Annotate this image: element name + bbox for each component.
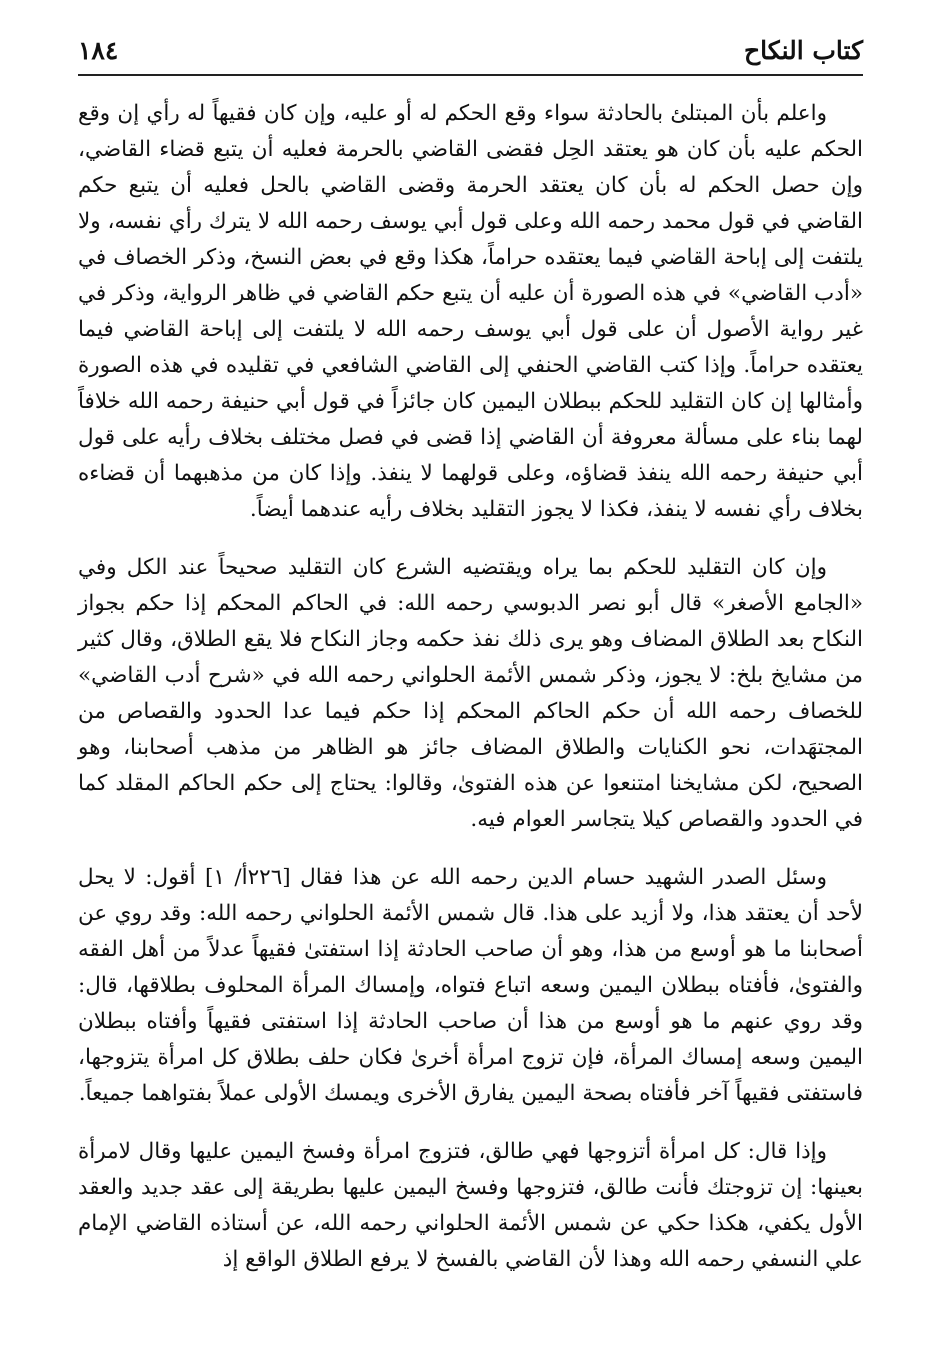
paragraph: وسئل الصدر الشهيد حسام الدين رحمه الله عن هذا فقال [٢٢٦أ/ ١] أقول: لا يحل لأحد أن يعتقد هذا، ولا أزيد على هذا. قال شمس الأئمة الحلواني رحمه الله: وقد روي عن أصحابنا ما هو أوسع من هذا، وهو أن صاحب الحادثة إذا استفتىٰ فقيهاً عدلاً من أهل الفقه والفتوىٰ، فأفتاه ببطلان اليمين وسعه اتباع فتواه، وإمساك المرأة المحلوف بطلاقها، قال: وقد روي عنهم ما هو أوسع من هذا أن صاحب الحادثة إذا استفتى فقيهاً وأفتاه ببطلان اليمين وسعه إمساك المرأة، فإن تزوج امرأة أخرىٰ فكان حلف بطلاق كل امرأة يتزوجها، فاستفتى فقيهاً آخر فأفتاه بصحة اليمين يفارق الأخرى ويمسك الأولى عملاً بفتواهما جميعاً. <box>78 865 863 1106</box>
page-header <box>78 30 863 76</box>
paragraph: واعلم بأن المبتلئ بالحادثة سواء وقع الحكم له أو عليه، وإن كان فقيهاً له رأي إن وقع الحكم عليه بأن كان هو يعتقد الحِل فقضى القاضي بالحرمة فعليه أن يتبع قضاء القاضي، وإن حصل الحكم له بأن كان يعتقد الحرمة وقضى القاضي بالحل فعليه أن يتبع حكم القاضي في قول محمد رحمه الله وعلى قول أبي يوسف رحمه الله لا يترك رأي نفسه، ولا يلتفت إلى إباحة القاضي فيما يعتقده حراماً، هكذا وقع في بعض النسخ، وذكر الخصاف في «أدب القاضي» في هذه الصورة أن عليه أن يتبع حكم القاضي في ظاهر الرواية، وذكر في غير رواية الأصول أن على قول أبي يوسف رحمه الله لا يلتفت إلى إباحة القاضي فيما يعتقده حراماً. وإذا كتب القاضي الحنفي إلى القاضي الشافعي في تقليده في هذه الصورة وأمثالها إن كان التقليد للحكم ببطلان اليمين كان جائزاً في قول أبي حنيفة رحمه الله خلافاً لهما بناء على مسألة معروفة أن القاضي إذا قضى في فصل مختلف بخلاف رأيه على قول أبي حنيفة رحمه الله ينفذ قضاؤه، وعلى قولهما لا ينفذ. وإذا كان من مذهبهما أن قضاءه بخلاف رأي نفسه لا ينفذ، فكذا لا يجوز التقليد بخلاف رأيه عندهما أيضاً. <box>78 101 863 522</box>
chapter-title: كتاب النكاح <box>744 36 863 65</box>
paragraph: وإن كان التقليد للحكم بما يراه ويقتضيه الشرع كان التقليد صحيحاً عند الكل وفي «الجامع الأصغر» قال أبو نصر الدبوسي رحمه الله: في الحاكم المحكم إذا حكم بجواز النكاح بعد الطلاق المضاف وهو يرى ذلك نفذ حكمه وجاز النكاح فلا يقع الطلاق، وقال كثير من مشايخ بلخ: لا يجوز، وذكر شمس الأئمة الحلواني رحمه الله في «شرح أدب القاضي» للخصاف رحمه الله أن حكم الحاكم المحكم إذا حكم فيما عدا الحدود والقصاص من المجتهَدات، نحو الكنايات والطلاق المضاف جائز هو الظاهر من مذهب أصحابنا، وهو الصحيح، لكن مشايخنا امتنعوا عن هذه الفتوىٰ، وقالوا: يحتاج إلى حكم الحاكم المقلد كما في الحدود والقصاص كيلا يتجاسر العوام فيه. <box>78 555 863 832</box>
paragraph: وإذا قال: كل امرأة أتزوجها فهي طالق، فتزوج امرأة وفسخ اليمين عليها وقال لامرأة بعينها: إن تزوجتك فأنت طالق، فتزوجها وفسخ اليمين عليها بطريقة إلى عقد جديد والعقد الأول يكفي، هكذا حكي عن شمس الأئمة الحلواني رحمه الله، عن أستاذه القاضي الإمام علي النسفي رحمه الله وهذا لأن القاضي بالفسخ لا يرفع الطلاق الواقع إذ <box>78 1139 863 1272</box>
page-number: ١٨٤ <box>78 36 119 65</box>
page-body <box>78 96 863 1278</box>
